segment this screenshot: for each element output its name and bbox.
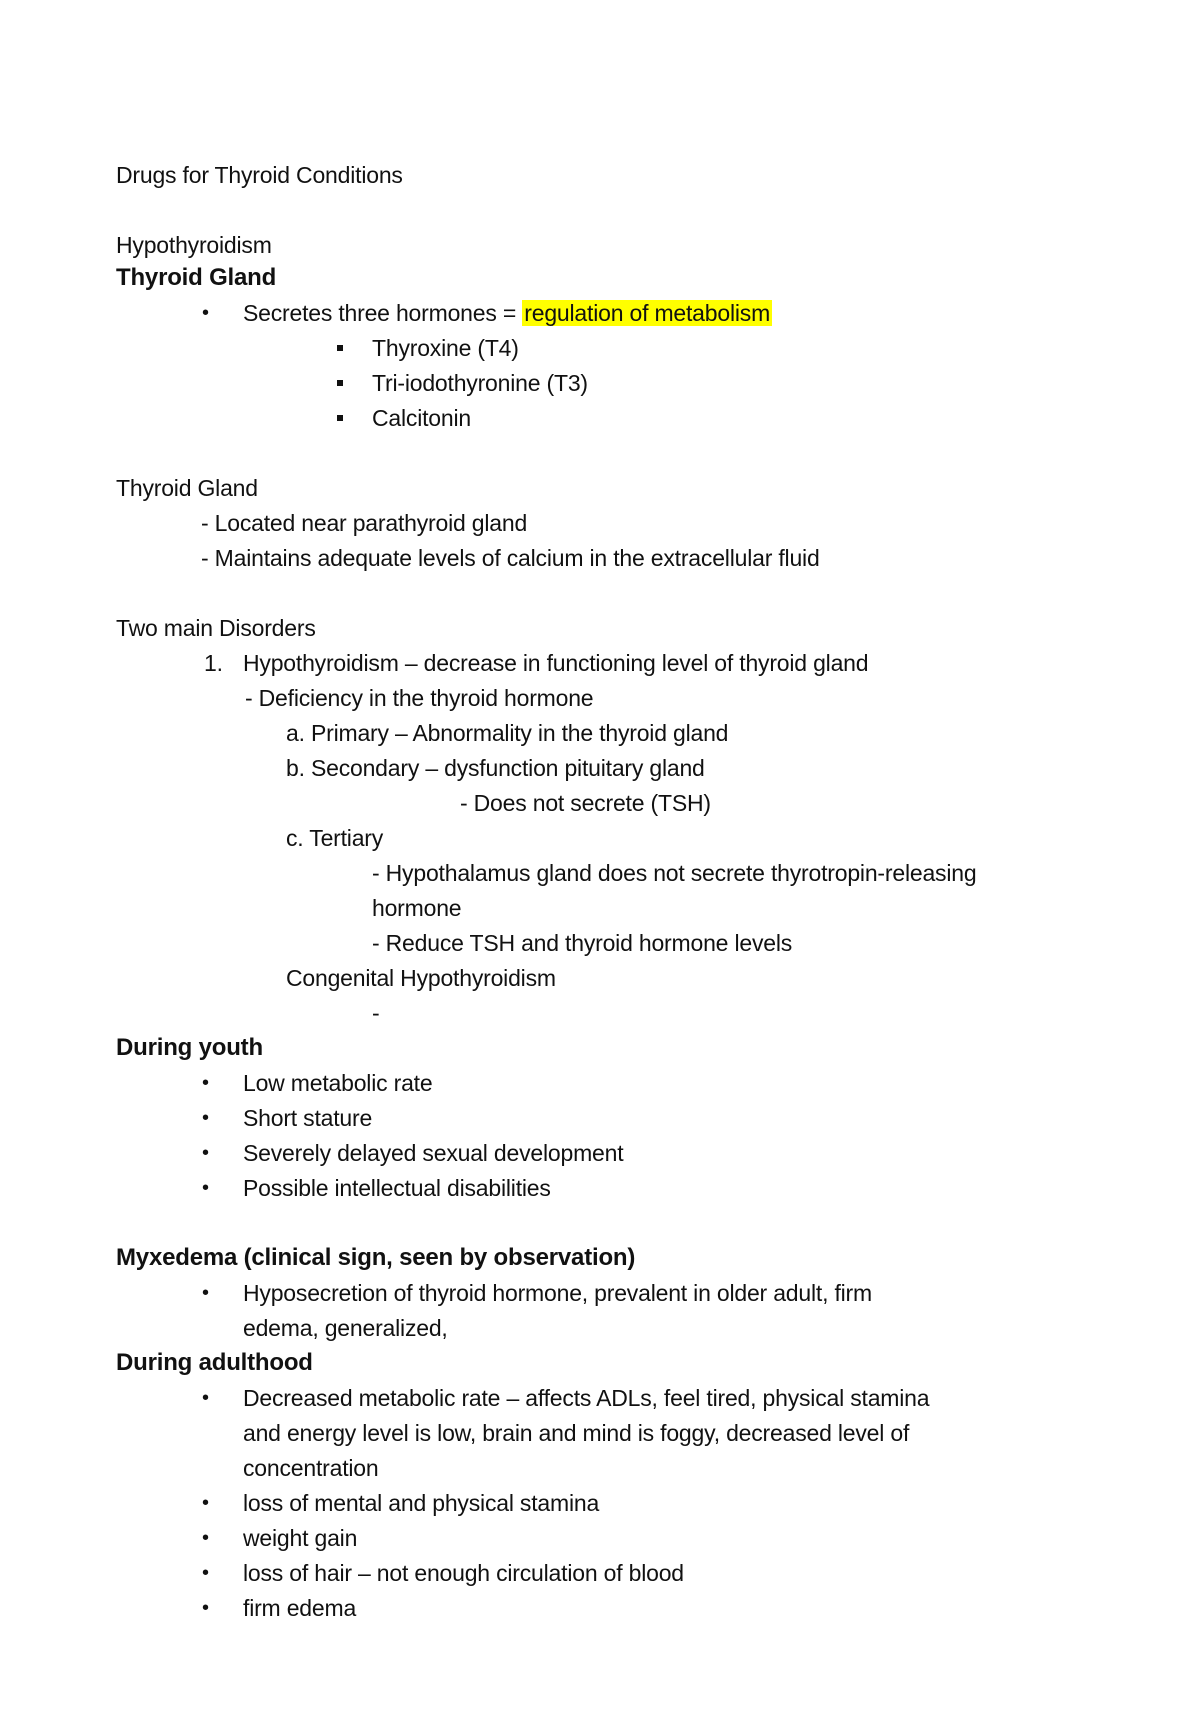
disorder-secondary: b. Secondary – dysfunction pituitary gland — [286, 755, 705, 781]
secretes-line — [243, 298, 772, 328]
disorder-primary: a. Primary – Abnormality in the thyroid gland — [286, 720, 729, 746]
highlighted-text: regulation of metabolism — [524, 300, 771, 326]
thyroid-gland-label: Thyroid Gland — [116, 475, 258, 501]
adulthood-item: firm edema — [243, 1595, 357, 1621]
square-bullet-icon — [337, 345, 343, 351]
bullet-icon: • — [202, 1492, 210, 1514]
congenital-hypothyroidism: Congenital Hypothyroidism — [286, 965, 556, 991]
heading-during-adulthood: During adulthood — [116, 1349, 313, 1376]
square-bullet-icon — [337, 380, 343, 386]
disorder-tertiary-note: hormone — [372, 895, 462, 921]
adulthood-item: loss of mental and physical stamina — [243, 1490, 600, 1516]
bullet-icon: • — [202, 1597, 210, 1619]
bullet-icon: • — [202, 1107, 210, 1129]
disorder-tertiary-note: - Reduce TSH and thyroid hormone levels — [372, 930, 793, 956]
disorder-secondary-note: - Does not secrete (TSH) — [460, 790, 711, 816]
disorder-tertiary-note: - Hypothalamus gland does not secrete thyrotropin-releasing — [372, 860, 977, 886]
hormone-item: Tri-iodothyronine (T3) — [372, 370, 588, 396]
bullet-icon: • — [202, 1282, 210, 1304]
hormone-item: Thyroxine (T4) — [372, 335, 519, 361]
youth-item: Short stature — [243, 1105, 373, 1131]
myxedema-item: Hyposecretion of thyroid hormone, prevalent in older adult, firm — [243, 1280, 872, 1306]
heading-thyroid-gland: Thyroid Gland — [116, 264, 277, 291]
bullet-icon: • — [202, 1177, 210, 1199]
bullet-icon: • — [202, 1142, 210, 1164]
bullet-icon: • — [202, 1562, 210, 1584]
youth-item: Severely delayed sexual development — [243, 1140, 624, 1166]
youth-item: Low metabolic rate — [243, 1070, 433, 1096]
congenital-dash: - — [372, 1000, 380, 1026]
disorders-heading: Two main Disorders — [116, 615, 316, 641]
thyroid-gland-detail: - Maintains adequate levels of calcium in the extracellular fluid — [201, 545, 820, 571]
adulthood-item-continued: and energy level is low, brain and mind is foggy, decreased level of — [243, 1420, 910, 1446]
myxedema-item-continued: edema, generalized, — [243, 1315, 448, 1341]
thyroid-gland-detail: - Located near parathyroid gland — [201, 510, 528, 536]
adulthood-item: Decreased metabolic rate – affects ADLs, feel tired, physical stamina — [243, 1385, 930, 1411]
section-label-hypothyroidism: Hypothyroidism — [116, 232, 272, 258]
document-title: Drugs for Thyroid Conditions — [116, 162, 403, 188]
bullet-icon: • — [202, 1072, 210, 1094]
youth-item: Possible intellectual disabilities — [243, 1175, 551, 1201]
heading-myxedema: Myxedema (clinical sign, seen by observation) — [116, 1244, 636, 1271]
disorder-detail: - Deficiency in the thyroid hormone — [245, 685, 594, 711]
bullet-icon: • — [202, 1387, 210, 1409]
adulthood-item-continued: concentration — [243, 1455, 379, 1481]
list-number: 1. — [204, 650, 223, 676]
disorder-tertiary: c. Tertiary — [286, 825, 384, 851]
square-bullet-icon — [337, 415, 343, 421]
bullet-icon: • — [202, 302, 210, 324]
heading-during-youth: During youth — [116, 1034, 263, 1061]
adulthood-item: loss of hair – not enough circulation of blood — [243, 1560, 684, 1586]
secretes-prefix: Secretes three hormones = — [243, 300, 523, 326]
bullet-icon: • — [202, 1527, 210, 1549]
hormone-item: Calcitonin — [372, 405, 471, 431]
adulthood-item: weight gain — [243, 1525, 358, 1551]
disorder-hypothyroidism: Hypothyroidism – decrease in functioning level of thyroid gland — [243, 650, 869, 676]
